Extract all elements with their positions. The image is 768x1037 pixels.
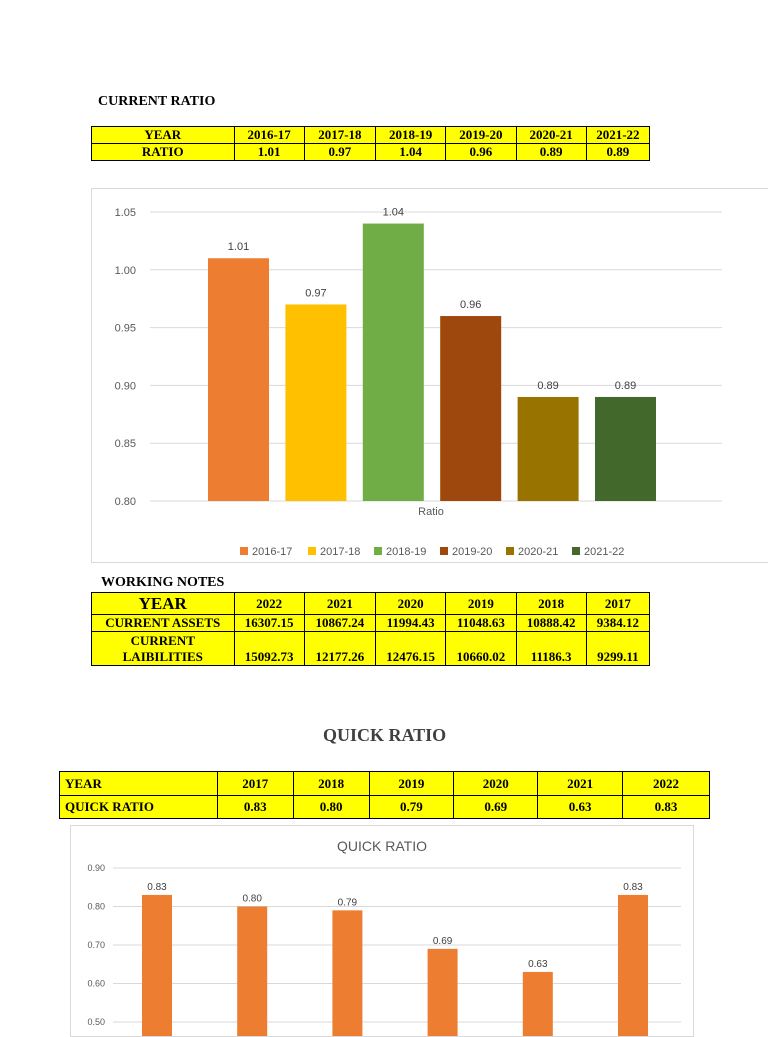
ratio-cell: 0.89 xyxy=(586,144,649,161)
value-cell: 11186.3 xyxy=(516,632,586,666)
ratio-header: RATIO xyxy=(92,144,235,161)
bar xyxy=(363,224,424,501)
year-cell: 2017 xyxy=(217,772,293,796)
value-cell: 10660.02 xyxy=(446,632,516,666)
legend-swatch xyxy=(506,547,514,555)
bar xyxy=(428,949,458,1036)
data-label: 0.89 xyxy=(614,379,637,392)
y-tick-label: 0.80 xyxy=(87,901,105,912)
x-category-label: Ratio xyxy=(418,506,444,518)
year-cell: 2020 xyxy=(454,772,538,796)
year-cell: 2017-18 xyxy=(304,127,375,144)
data-label: 1.01 xyxy=(227,241,250,254)
quick-ratio-chart-svg xyxy=(71,826,693,1036)
ratio-cell: 0.63 xyxy=(538,796,623,819)
current-assets-label: CURRENT ASSETS xyxy=(92,615,235,632)
year-cell: 2021 xyxy=(304,593,375,615)
quick-ratio-table xyxy=(59,771,710,819)
year-cell: 2016-17 xyxy=(234,127,304,144)
chart-title: QUICK RATIO xyxy=(337,838,427,854)
working-notes-table xyxy=(91,592,650,666)
current-liabilities-label xyxy=(92,632,235,666)
legend-label: 2021-22 xyxy=(584,546,625,558)
y-tick-label: 1.05 xyxy=(114,207,136,219)
data-label: 0.83 xyxy=(147,881,167,893)
table-row xyxy=(60,796,710,819)
bar xyxy=(618,895,648,1036)
year-cell: 2022 xyxy=(234,593,304,615)
year-cell: 2020 xyxy=(376,593,446,615)
year-header: YEAR xyxy=(92,593,235,615)
quick-ratio-header: QUICK RATIO xyxy=(60,796,218,819)
quick-ratio-chart xyxy=(70,825,694,1037)
current-ratio-chart-svg xyxy=(92,189,768,562)
table-row xyxy=(92,632,650,666)
value-cell: 9384.12 xyxy=(586,615,649,632)
y-tick-label: 0.50 xyxy=(87,1017,105,1027)
value-cell: 11994.43 xyxy=(376,615,446,632)
year-cell: 2019-20 xyxy=(446,127,516,144)
current-ratio-table xyxy=(91,126,650,161)
data-label: 0.63 xyxy=(528,958,548,970)
legend-swatch xyxy=(240,547,248,555)
value-cell: 12476.15 xyxy=(376,632,446,666)
y-tick-label: 0.90 xyxy=(114,380,136,393)
working-notes-title: WORKING NOTES xyxy=(101,575,225,590)
data-label: 0.69 xyxy=(432,935,453,947)
legend-label: 2019-20 xyxy=(452,546,493,558)
quick-ratio-title: QUICK RATIO xyxy=(323,725,447,745)
bar xyxy=(285,304,346,501)
value-cell: 15092.73 xyxy=(234,632,304,666)
legend-swatch xyxy=(440,547,448,555)
year-cell: 2022 xyxy=(623,772,710,796)
bar xyxy=(440,316,501,501)
data-label: 0.97 xyxy=(305,287,327,300)
year-cell: 2021 xyxy=(538,772,623,796)
table-row xyxy=(92,127,650,144)
ratio-cell: 0.89 xyxy=(516,144,586,161)
table-row xyxy=(60,772,710,796)
year-cell: 2017 xyxy=(586,593,649,615)
value-cell: 9299.11 xyxy=(586,632,649,666)
legend-label: 2018-19 xyxy=(386,546,427,558)
y-tick-label: 0.95 xyxy=(114,322,136,335)
ratio-cell: 0.79 xyxy=(369,796,454,819)
ratio-cell: 0.83 xyxy=(217,796,293,819)
y-tick-label: 1.00 xyxy=(114,264,136,277)
table-row xyxy=(92,593,650,615)
legend-label: 2016-17 xyxy=(252,546,293,558)
bar xyxy=(595,397,656,501)
legend-swatch xyxy=(572,547,580,555)
value-cell: 12177.26 xyxy=(304,632,375,666)
year-header: YEAR xyxy=(60,772,218,796)
bar xyxy=(208,258,269,501)
year-cell: 2019 xyxy=(446,593,516,615)
ratio-cell: 0.97 xyxy=(304,144,375,161)
current-ratio-title: CURRENT RATIO xyxy=(98,94,216,109)
y-tick-label: 0.90 xyxy=(87,863,105,873)
value-cell: 10888.42 xyxy=(516,615,586,632)
year-cell: 2021-22 xyxy=(586,127,649,144)
ratio-cell: 1.01 xyxy=(234,144,304,161)
ratio-cell: 0.69 xyxy=(454,796,538,819)
legend-swatch xyxy=(374,547,382,555)
legend-swatch xyxy=(308,547,316,555)
legend-label: 2017-18 xyxy=(320,546,361,558)
ratio-cell: 0.80 xyxy=(293,796,369,819)
year-cell: 2018 xyxy=(516,593,586,615)
bar xyxy=(237,907,267,1037)
bar xyxy=(523,972,553,1036)
ratio-cell: 0.96 xyxy=(446,144,516,161)
y-tick-label: 0.70 xyxy=(87,940,105,950)
value-cell: 10867.24 xyxy=(304,615,375,632)
bar xyxy=(518,397,579,501)
current-ratio-chart xyxy=(91,188,768,563)
bar xyxy=(142,895,172,1036)
bar xyxy=(332,910,362,1036)
year-cell: 2018-19 xyxy=(376,127,446,144)
year-cell: 2018 xyxy=(293,772,369,796)
data-label: 0.96 xyxy=(459,299,482,312)
current-liabilities-label-line1: CURRENT xyxy=(130,632,195,648)
value-cell: 16307.15 xyxy=(234,615,304,632)
value-cell: 11048.63 xyxy=(446,615,516,632)
year-cell: 2019 xyxy=(369,772,454,796)
table-row xyxy=(92,144,650,161)
current-liabilities-label-line2: LAIBILITIES xyxy=(122,648,203,664)
year-cell: 2020-21 xyxy=(516,127,586,144)
data-label: 1.04 xyxy=(382,206,405,219)
ratio-cell: 0.83 xyxy=(623,796,710,819)
y-tick-label: 0.80 xyxy=(114,496,136,508)
data-label: 0.89 xyxy=(537,379,559,392)
data-label: 0.79 xyxy=(337,897,358,909)
y-tick-label: 0.85 xyxy=(114,438,136,451)
data-label: 0.80 xyxy=(242,893,262,905)
table-row xyxy=(92,615,650,632)
legend-label: 2020-21 xyxy=(518,546,559,558)
data-label: 0.83 xyxy=(623,881,643,893)
year-header: YEAR xyxy=(92,127,235,144)
y-tick-label: 0.60 xyxy=(87,978,105,989)
ratio-cell: 1.04 xyxy=(376,144,446,161)
